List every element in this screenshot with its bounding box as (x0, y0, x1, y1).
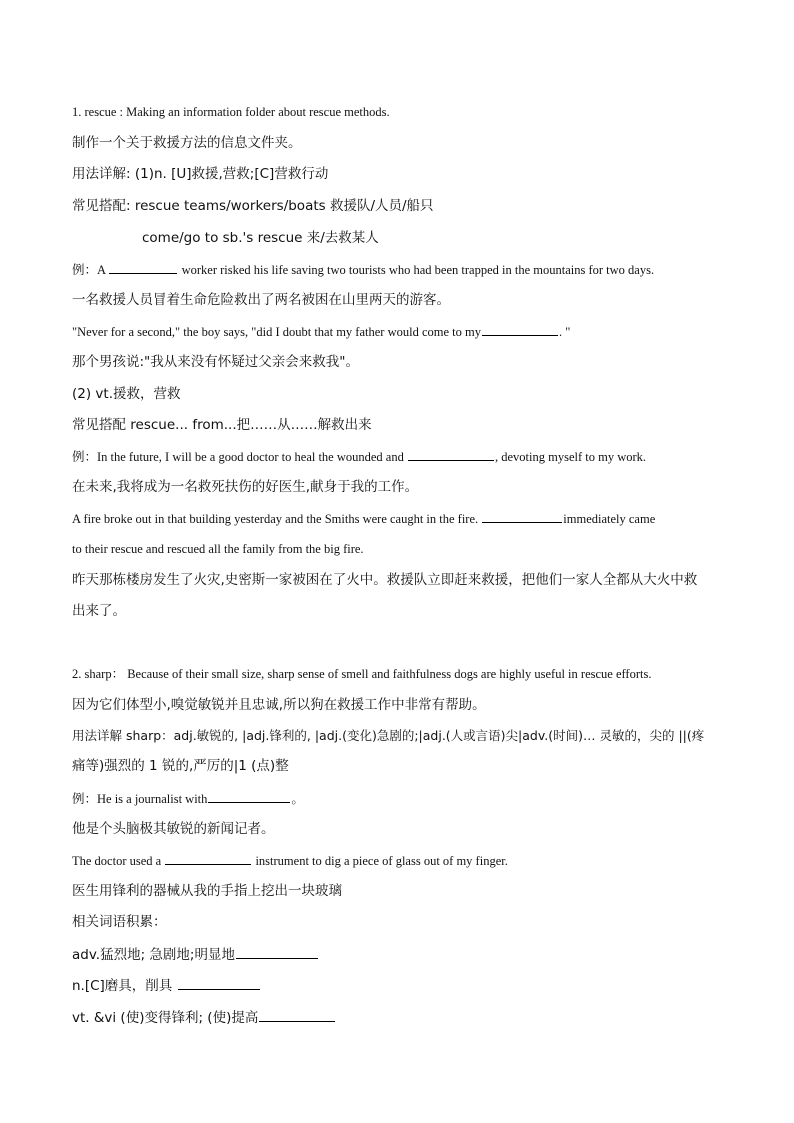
example-text: instrument to dig a piece of glass out of my finger. (252, 854, 508, 868)
related-label: adv.猛烈地; 急剧地;明显地 (72, 947, 235, 963)
section-1-example-1 (72, 261, 654, 278)
example-text: 。 (291, 792, 304, 806)
section-1-verb-usage: (2) vt.援救，营救 (72, 386, 181, 402)
section-1-example-4-translation-cont: 出来了。 (72, 603, 126, 619)
example-text: 例：A (72, 263, 109, 277)
example-text: "Never for a second," the boy says, "did I doubt that my father would come to my (72, 325, 481, 339)
section-1-example-4-cont: to their rescue and rescued all the family from the big fire. (72, 542, 364, 556)
example-text: . " (558, 325, 571, 339)
section-2-usage-cont: 痛等)强烈的 1 锐的,严厉的|1 (点)整 (72, 758, 289, 774)
section-2-example-1 (72, 790, 304, 807)
example-text: immediately came (563, 512, 656, 526)
section-2-heading: 2. sharp： Because of their small size, sharp sense of smell and faithfulness dogs are highly useful in rescue efforts. (72, 667, 652, 681)
section-2-example-1-translation: 他是个头脑极其敏锐的新闻记者。 (72, 821, 275, 837)
section-1-verb-collocation: 常见搭配 rescue... from...把……从……解救出来 (72, 417, 372, 433)
section-1-heading-translation: 制作一个关于救援方法的信息文件夹。 (72, 135, 302, 151)
section-2-usage: 用法详解 sharp：adj.敏锐的, |adj.锋利的, |adj.(变化)急剧的;|adj.(人或言语)尖|adv.(时间)… 灵敏的，尖的 ||(疼 (72, 728, 705, 743)
section-1-example-1-translation: 一名救援人员冒着生命危险救出了两名被困在山里两天的游客。 (72, 292, 450, 308)
section-1-collocation-2: come/go to sb.'s rescue 来/去救某人 (142, 230, 379, 246)
answer-blank[interactable] (208, 790, 290, 803)
example-text: 例：He is a journalist with (72, 792, 208, 806)
section-2-heading-translation: 因为它们体型小,嗅觉敏锐并且忠诚,所以狗在救援工作中非常有帮助。 (72, 697, 486, 713)
section-2-example-2 (72, 852, 508, 869)
example-text: 例：In the future, I will be a good doctor to heal the wounded and (72, 450, 407, 464)
section-1-example-4-translation: 昨天那栋楼房发生了火灾,史密斯一家被困在了火中。救援队立即赶来救援，把他们一家人全都从大火中救 (72, 572, 698, 588)
answer-blank[interactable] (178, 977, 260, 990)
section-2-example-2-translation: 医生用锋利的器械从我的手指上挖出一块玻璃 (72, 883, 342, 899)
section-1-example-2 (72, 323, 570, 340)
answer-blank[interactable] (482, 323, 558, 336)
example-text: , devoting myself to my work. (494, 450, 647, 464)
section-1-heading: 1. rescue : Making an information folder about rescue methods. (72, 105, 390, 119)
section-2-related-noun (72, 977, 261, 994)
answer-blank[interactable] (408, 448, 494, 461)
section-2-related-adv (72, 946, 319, 963)
example-text: worker risked his life saving two tourists who had been trapped in the mountains for two days. (178, 263, 655, 277)
answer-blank[interactable] (482, 510, 562, 523)
section-2-related-verb (72, 1009, 336, 1026)
section-1-example-4 (72, 510, 655, 527)
section-1-example-2-translation: 那个男孩说:"我从来没有怀疑过父亲会来救我"。 (72, 354, 359, 370)
answer-blank[interactable] (165, 852, 251, 865)
answer-blank[interactable] (236, 946, 318, 959)
example-text: A fire broke out in that building yesterday and the Smiths were caught in the fire. (72, 512, 482, 526)
section-1-example-3 (72, 448, 646, 465)
section-1-usage: 用法详解: (1)n. [U]救援,营救;[C]营救行动 (72, 166, 329, 182)
example-text: The doctor used a (72, 854, 165, 868)
answer-blank[interactable] (259, 1009, 335, 1022)
section-1-example-3-translation: 在未来,我将成为一名救死扶伤的好医生,献身于我的工作。 (72, 479, 419, 495)
section-1-collocation: 常见搭配: rescue teams/workers/boats 救援队/人员/船只 (72, 198, 434, 214)
related-label: n.[C]磨具，削具 (72, 978, 177, 994)
answer-blank[interactable] (109, 261, 177, 274)
related-label: vt. &vi (使)变得锋利; (使)提高 (72, 1010, 259, 1026)
section-2-related-words: 相关词语积累： (72, 914, 167, 930)
